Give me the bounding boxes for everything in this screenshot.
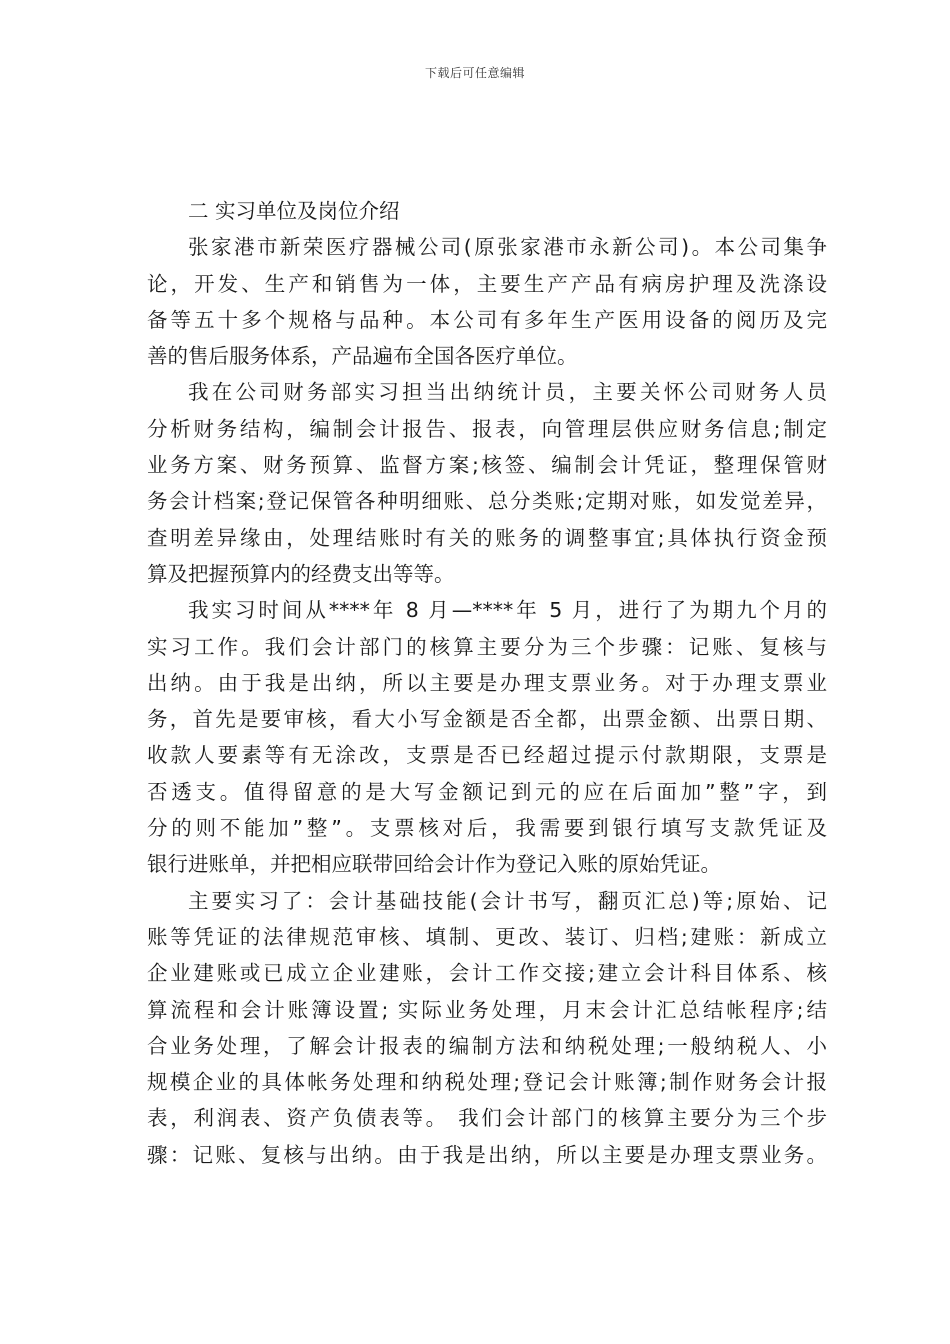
paragraph-line: 备等五十多个规格与品种。本公司有多年生产医用设备的阅历及完 xyxy=(147,307,827,332)
paragraph-line: 规模企业的具体帐务处理和纳税处理;登记会计账簿;制作财务会计报 xyxy=(147,1070,827,1095)
page-header: 下载后可任意编辑 xyxy=(424,66,525,80)
paragraph-line: 分析财务结构，编制会计报告、报表，向管理层供应财务信息;制定 xyxy=(147,416,827,441)
paragraph-line: 实习工作。我们会计部门的核算主要分为三个步骤：记账、复核与 xyxy=(147,634,827,659)
paragraph-line: 论，开发、生产和销售为一体，主要生产产品有病房护理及洗涤设 xyxy=(147,271,827,296)
paragraph-line: 分的则不能加”整”。支票核对后，我需要到银行填写支款凭证及 xyxy=(147,816,827,841)
paragraph-internship-period xyxy=(147,592,827,882)
paragraph-line: 骤：记账、复核与出纳。由于我是出纳，所以主要是办理支票业务。 xyxy=(147,1142,827,1167)
paragraph-line: 我实习时间从****年 8 月—****年 5 月，进行了为期九个月的 xyxy=(188,598,827,623)
paragraph-line: 算及把握预算内的经费支出等等。 xyxy=(147,561,455,586)
paragraph-line: 否透支。值得留意的是大写金额记到元的应在后面加”整”字，到 xyxy=(147,779,827,804)
paragraph-line: 务，首先是要审核，看大小写金额是否全都，出票金额、出票日期、 xyxy=(147,707,827,732)
section-title: 二 实习单位及岗位介绍 xyxy=(188,199,400,223)
paragraph-line: 我在公司财务部实习担当出纳统计员，主要关怀公司财务人员 xyxy=(188,380,827,405)
paragraph-line: 查明差异缘由，处理结账时有关的账务的调整事宜;具体执行资金预 xyxy=(147,525,827,550)
paragraph-line: 业务方案、财务预算、监督方案;核签、编制会计凭证，整理保管财 xyxy=(147,453,827,478)
paragraph-line: 企业建账或已成立企业建账，会计工作交接;建立会计科目体系、核 xyxy=(147,961,827,986)
paragraph-line: 主要实习了：会计基础技能(会计书写，翻页汇总)等;原始、记 xyxy=(188,888,827,913)
paragraph-line: 账等凭证的法律规范审核、填制、更改、装订、归档;建账：新成立 xyxy=(147,924,827,949)
paragraph-main-learning xyxy=(147,883,827,1173)
paragraph-line: 善的售后服务体系，产品遍布全国各医疗单位。 xyxy=(147,344,578,369)
paragraph-line: 出纳。由于我是出纳，所以主要是办理支票业务。对于办理支票业 xyxy=(147,670,827,695)
paragraph-line: 合业务处理，了解会计报表的编制方法和纳税处理;一般纳税人、小 xyxy=(147,1033,827,1058)
paragraph-line: 算流程和会计账簿设置; 实际业务处理，月末会计汇总结帐程序;结 xyxy=(147,997,827,1022)
paragraph-line: 张家港市新荣医疗器械公司(原张家港市永新公司)。本公司集争 xyxy=(188,235,827,260)
paragraph-line: 务会计档案;登记保管各种明细账、总分类账;定期对账，如发觉差异， xyxy=(147,489,827,514)
paragraph-line: 银行进账单，并把相应联带回给会计作为登记入账的原始凭证。 xyxy=(147,852,721,877)
paragraph-company-intro xyxy=(147,229,827,374)
document-body xyxy=(147,193,827,1173)
paragraph-line: 收款人要素等有无涂改，支票是否已经超过提示付款期限，支票是 xyxy=(147,743,827,768)
paragraph-duties xyxy=(147,374,827,592)
paragraph-line: 表，利润表、资产负债表等。 我们会计部门的核算主要分为三个步 xyxy=(147,1106,827,1131)
